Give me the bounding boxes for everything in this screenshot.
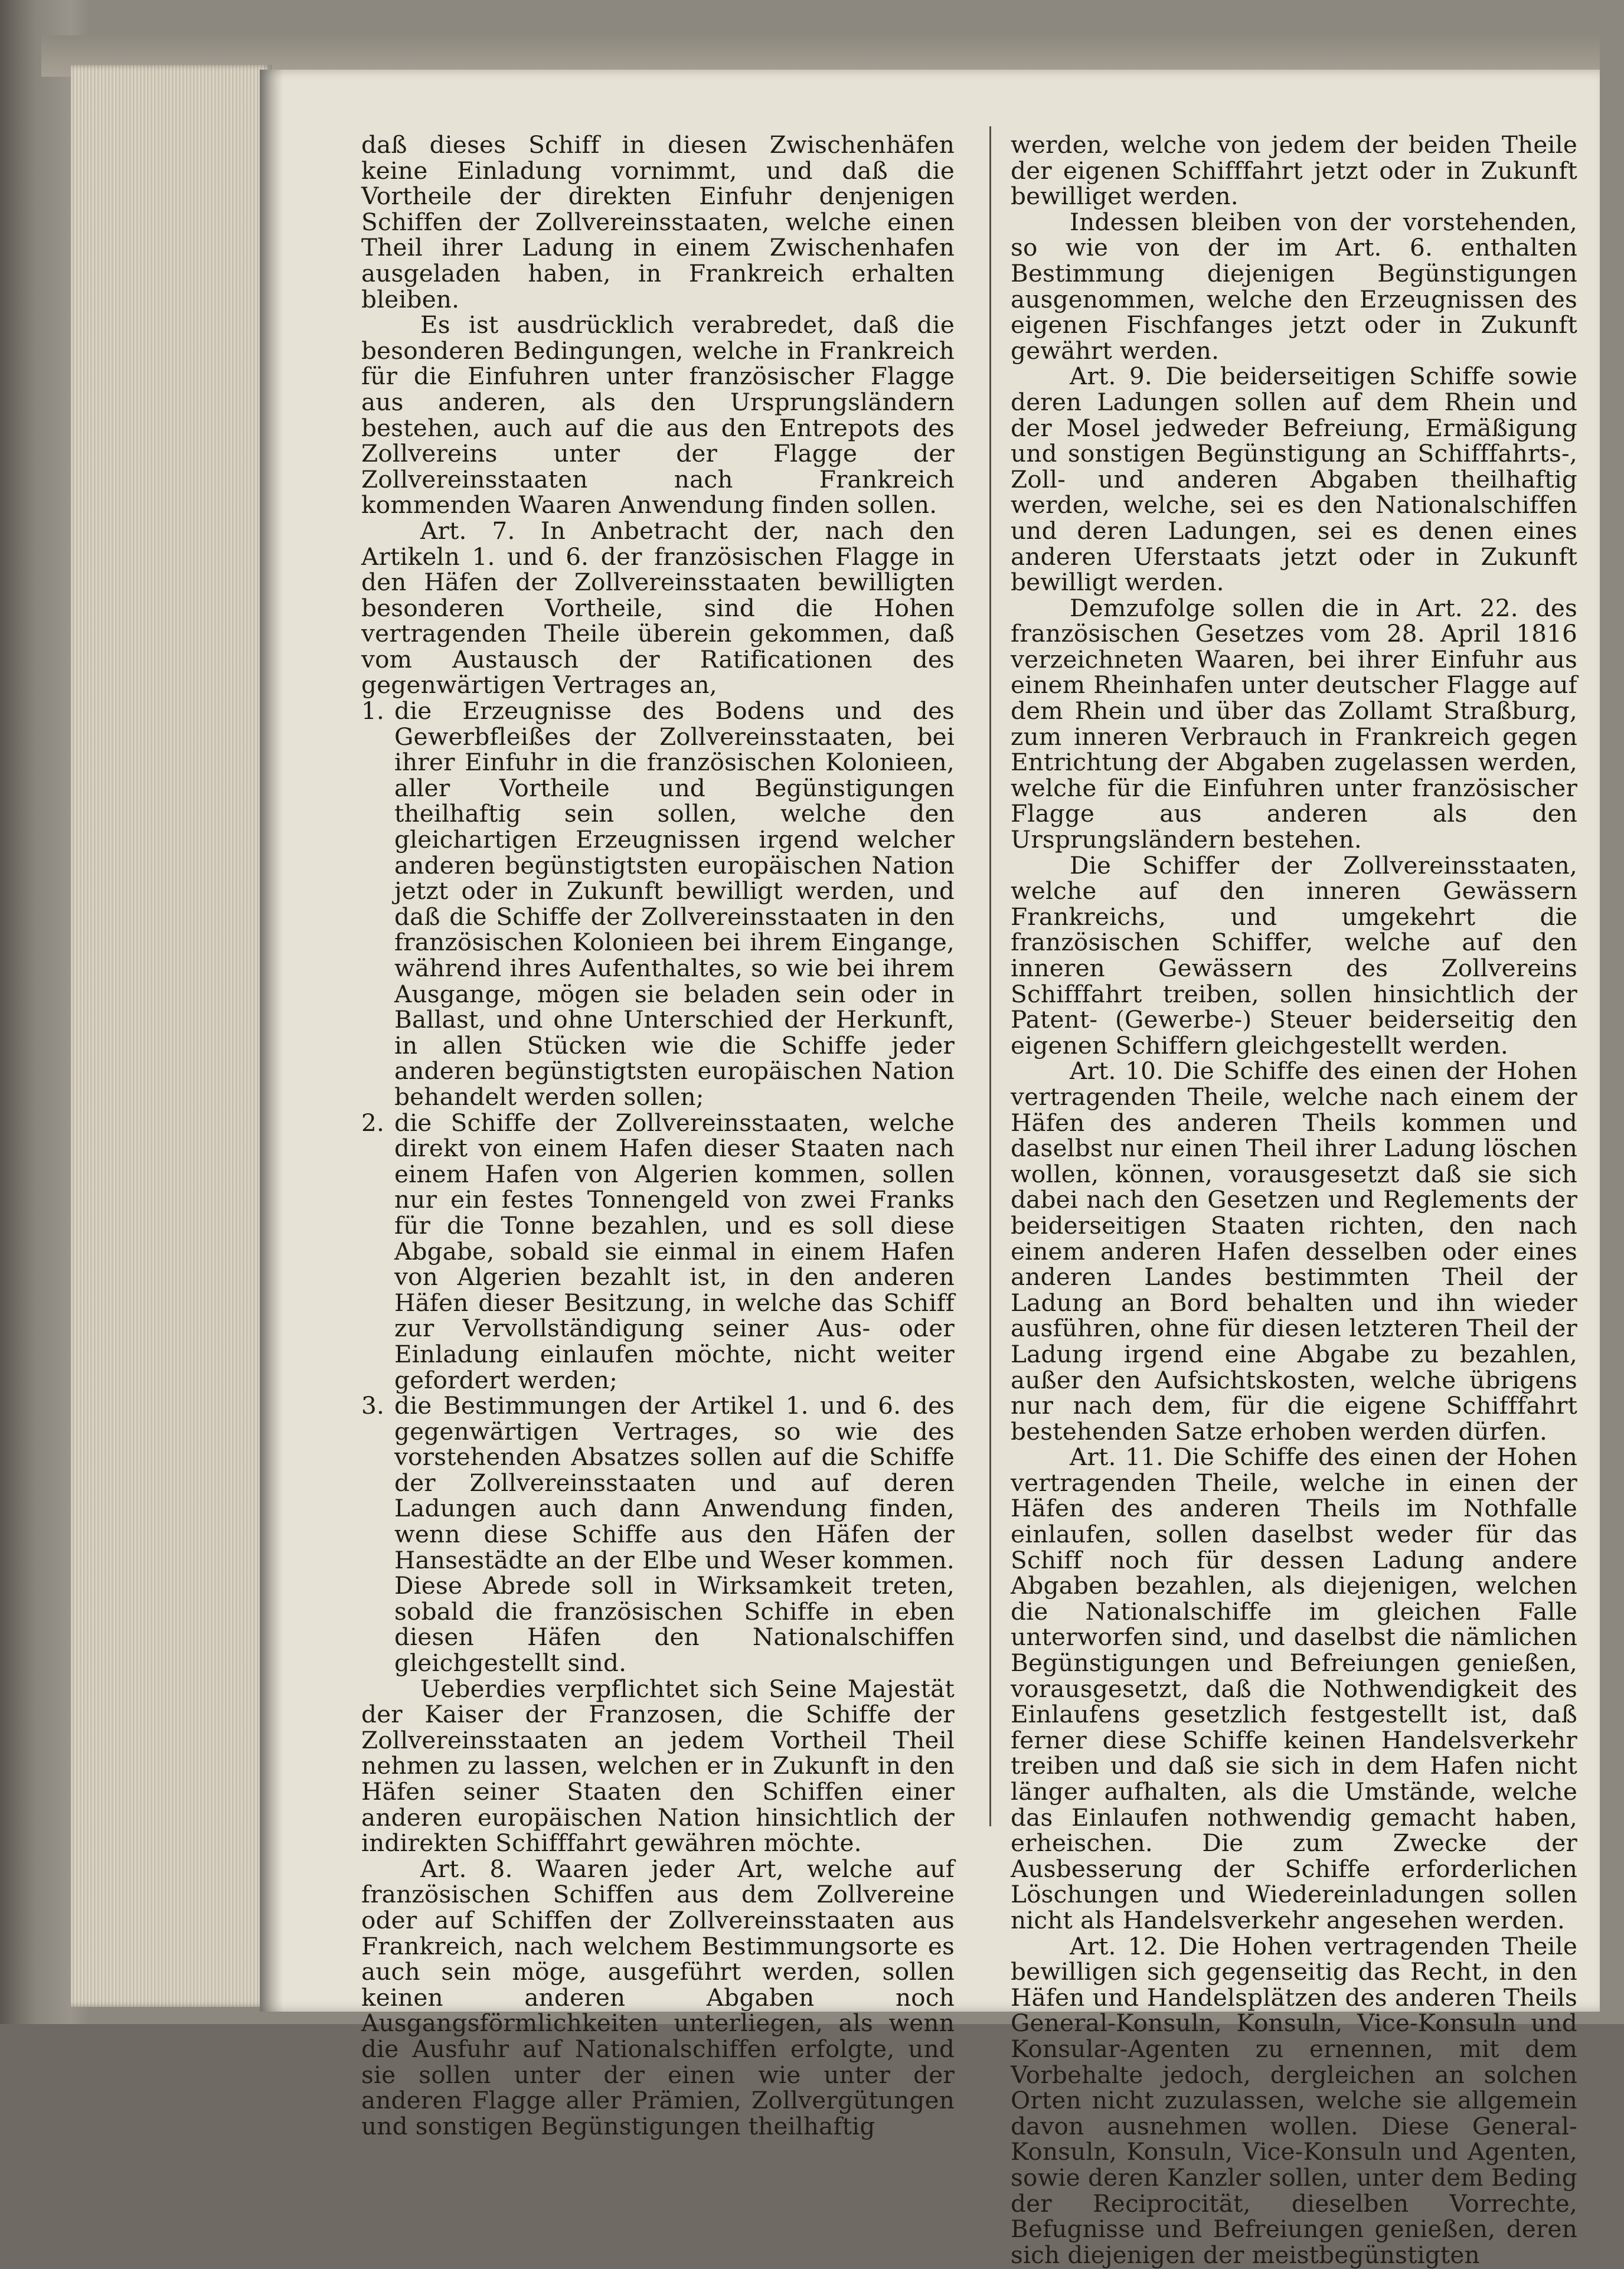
paragraph: Indessen bleiben von der vorstehenden, so wie von der im Art. 6. enthalten Bestimmung diejenigen Begünstigungen ausgenommen, welche den Erzeugnissen des eigenen Fischfanges jetzt oder in Zukunft gewährt werden. (1011, 207, 1577, 365)
list-number: 2. (361, 1108, 385, 1137)
list-text: die Erzeugnisse des Bodens und des Gewerbfleißes der Zollvereinsstaaten, bei ihrer Einfuhr in die französischen Kolonieen, aller Vortheile und Begünstigungen theilhaftig sein sollen, welche den gleichartigen Erzeugnissen irgend welcher anderen begünstigtsten europäischen Nation jetzt oder in Zukunft bewilligt werden, und daß die Schiffe der Zollvereinsstaaten in den französischen Kolonieen bei ihrem Eingange, während ihres Aufenthaltes, so wie bei ihrem Ausgange, mögen sie beladen sein oder in Ballast, und ohne Unterschied der Herkunft, in allen Stücken wie die Schiffe jeder anderen begünstigtsten europäischen Nation behandelt werden sollen; (394, 697, 955, 1111)
list-item (361, 1110, 955, 1394)
article-8: Art. 8. Waaren jeder Art, welche auf französischen Schiffen aus dem Zollvereine oder auf Schiffen der Zollvereinsstaaten aus Frankreich, nach welchem Bestimmungsorte es auch sein möge, ausgeführt werden, sollen keinen anderen Abgaben noch Ausgangsförmlichkeiten unterliegen, als wenn die Ausfuhr auf Nationalschiffen erfolgte, und sie sollen unter der einen wie unter der anderen Flagge aller Prämien, Zollvergütungen und sonstigen Begünstigungen theilhaftig (361, 1854, 955, 2140)
article-10: Art. 10. Die Schiffe des einen der Hohen vertragenden Theile, welche nach einem der Häfen des anderen Theils kommen und daselbst nur einen Theil ihrer Ladung löschen wollen, können, vorausgesetzt daß sie sich dabei nach den Gesetzen und Reglements der beiderseitigen Staaten richten, den nach einem anderen Hafen desselben oder eines anderen Landes bestimmten Theil der Ladung an Bord behalten und ihn wieder ausführen, ohne für diesen letzteren Theil der Ladung irgend eine Abgabe zu bezahlen, außer den Aufsichtskosten, welche übrigens nur nach dem, für die eigene Schifffahrt bestehenden Satze erhoben werden dürfen. (1011, 1057, 1577, 1446)
list-item (361, 698, 955, 1110)
paragraph: Die Schiffer der Zollvereinsstaaten, welche auf den inneren Gewässern Frankreichs, und umgekehrt die französischen Schiffer, welche auf den inneren Gewässern des Zollvereins Schifffahrt treiben, sollen hinsichtlich der Patent- (Gewerbe-) Steuer beiderseitig den eigenen Schiffern gleichgestellt werden. (1011, 851, 1577, 1060)
list-number: 3. (361, 1391, 385, 1420)
gutter-shadow (260, 70, 283, 2012)
list-text: die Bestimmungen der Artikel 1. und 6. des gegenwärtigen Vertrages, so wie des vorstehenden Absatzes sollen auf die Schiffe der Zollvereinsstaaten und auf deren Ladungen auch dann Anwendung finden, wenn diese Schiffe aus den Häfen der Hansestädte an der Elbe und Weser kommen. Diese Abrede soll in Wirksamkeit treten, sobald die französischen Schiffe in eben diesen Häfen den Nationalschiffen gleichgestellt sind. (394, 1391, 955, 1678)
article-12: Art. 12. Die Hohen vertragenden Theile bewilligen sich gegenseitig das Recht, in den Häfen und Handelsplätzen des anderen Theils General-Konsuln, Konsuln, Vice-Konsuln und Konsular-Agenten zu ernennen, mit dem Vorbehalte jedoch, dergleichen an solchen Orten nicht zuzulassen, welche sie allgemein davon ausnehmen wollen. Diese General-Konsuln, Konsuln, Vice-Konsuln und Agenten, sowie deren Kanzler sollen, unter dem Beding der Reciprocität, dieselben Vorrechte, Befugnisse und Befreiungen genießen, deren sich diejenigen der meistbegünstigten (1011, 1931, 1577, 2269)
paragraph: Demzufolge sollen die in Art. 22. des französischen Gesetzes vom 28. April 1816 verzeichneten Waaren, bei ihrer Einfuhr aus einem Rheinhafen unter deutscher Flagge auf dem Rhein und über das Zollamt Straßburg, zum inneren Verbrauch in Frankreich gegen Entrichtung der Abgaben zugelassen werden, welche für die Einfuhren unter französischer Flagge aus anderen als den Ursprungsländern bestehen. (1011, 593, 1577, 854)
paragraph: Es ist ausdrücklich verabredet, daß die besonderen Bedingungen, welche in Frankreich für die Einfuhren unter französischer Flagge aus anderen, als den Ursprungsländern bestehen, auch auf die aus den Entrepots des Zollvereins unter der Flagge der Zollvereinsstaaten nach Frankreich kommenden Waaren Anwendung finden sollen. (361, 310, 955, 519)
article-11: Art. 11. Die Schiffe des einen der Hohen vertragenden Theile, welche in einen der Häfen des anderen Theils im Nothfalle einlaufen, sollen daselbst weder für das Schiff noch für dessen Ladung andere Abgaben bezahlen, als diejenigen, welchen die Nationalschiffe im gleichen Falle unterworfen sind, und daselbst die nämlichen Begünstigungen und Befreiungen genießen, vorausgesetzt, daß die Nothwendigkeit des Einlaufens gesetzlich festgestellt ist, daß ferner diese Schiffe keinen Handelsverkehr treiben und daß sie sich in dem Hafen nicht länger aufhalten, als die Umstände, welche das Einlaufen nothwendig gemacht haben, erheischen. Die zum Zwecke der Ausbesserung der Schiffe erforderlichen Löschungen und Wiedereinladungen sollen nicht als Handelsverkehr angesehen werden. (1011, 1443, 1577, 1934)
paragraph-continuation: daß dieses Schiff in diesen Zwischenhäfen keine Einladung vornimmt, und daß die Vortheile der direkten Einfuhr denjenigen Schiffen der Zollvereinsstaaten, welche einen Theil ihrer Ladung in einem Zwischenhafen ausgeladen haben, in Frankreich erhalten bleiben. (361, 130, 955, 313)
list-item (361, 1393, 955, 1676)
article-7: Art. 7. In Anbetracht der, nach den Artikeln 1. und 6. der französischen Flagge in den Häfen der Zollvereinsstaaten bewilligten besonderen Vortheile, sind die Hohen vertragenden Theile überein gekommen, daß vom Austausch der Ratificationen des gegenwärtigen Vertrages an, (361, 516, 955, 699)
page-block-edge (71, 65, 272, 2007)
article-9: Art. 9. Die beiderseitigen Schiffe sowie deren Ladungen sollen auf dem Rhein und der Mosel jedweder Befreiung, Ermäßigung und sonstigen Begünstigung an Schifffahrts-, Zoll- und anderen Abgaben theilhaftig werden, welche, sei es den Nationalschiffen und deren Ladungen, sei es denen eines anderen Uferstaats jetzt oder in Zukunft bewilligt werden. (1011, 362, 1577, 597)
right-column (1011, 132, 1577, 2268)
paragraph-continuation: werden, welche von jedem der beiden Theile der eigenen Schifffahrt jetzt oder in Zukunft bewilliget werden. (1011, 130, 1577, 211)
list-number: 1. (361, 697, 385, 725)
paragraph: Ueberdies verpflichtet sich Seine Majestät der Kaiser der Franzosen, die Schiffe der Zollvereinsstaaten an jedem Vortheil Theil nehmen zu lassen, welchen er in Zukunft in den Häfen seiner Staaten den Schiffen einer anderen europäischen Nation hinsichtlich der indirekten Schifffahrt gewähren möchte. (361, 1674, 955, 1858)
left-column (361, 132, 955, 2139)
list-text: die Schiffe der Zollvereinsstaaten, welche direkt von einem Hafen dieser Staaten nach einem Hafen von Algerien kommen, sollen nur ein festes Tonnengeld von zwei Franks für die Tonne bezahlen, und es soll diese Abgabe, sobald sie einmal in einem Hafen von Algerien bezahlt ist, in den anderen Häfen dieser Besitzung, in welche das Schiff zur Vervollständigung seiner Aus- oder Einladung einlaufen möchte, nicht weiter gefordert werden; (394, 1108, 955, 1394)
column-divider (989, 126, 991, 1826)
